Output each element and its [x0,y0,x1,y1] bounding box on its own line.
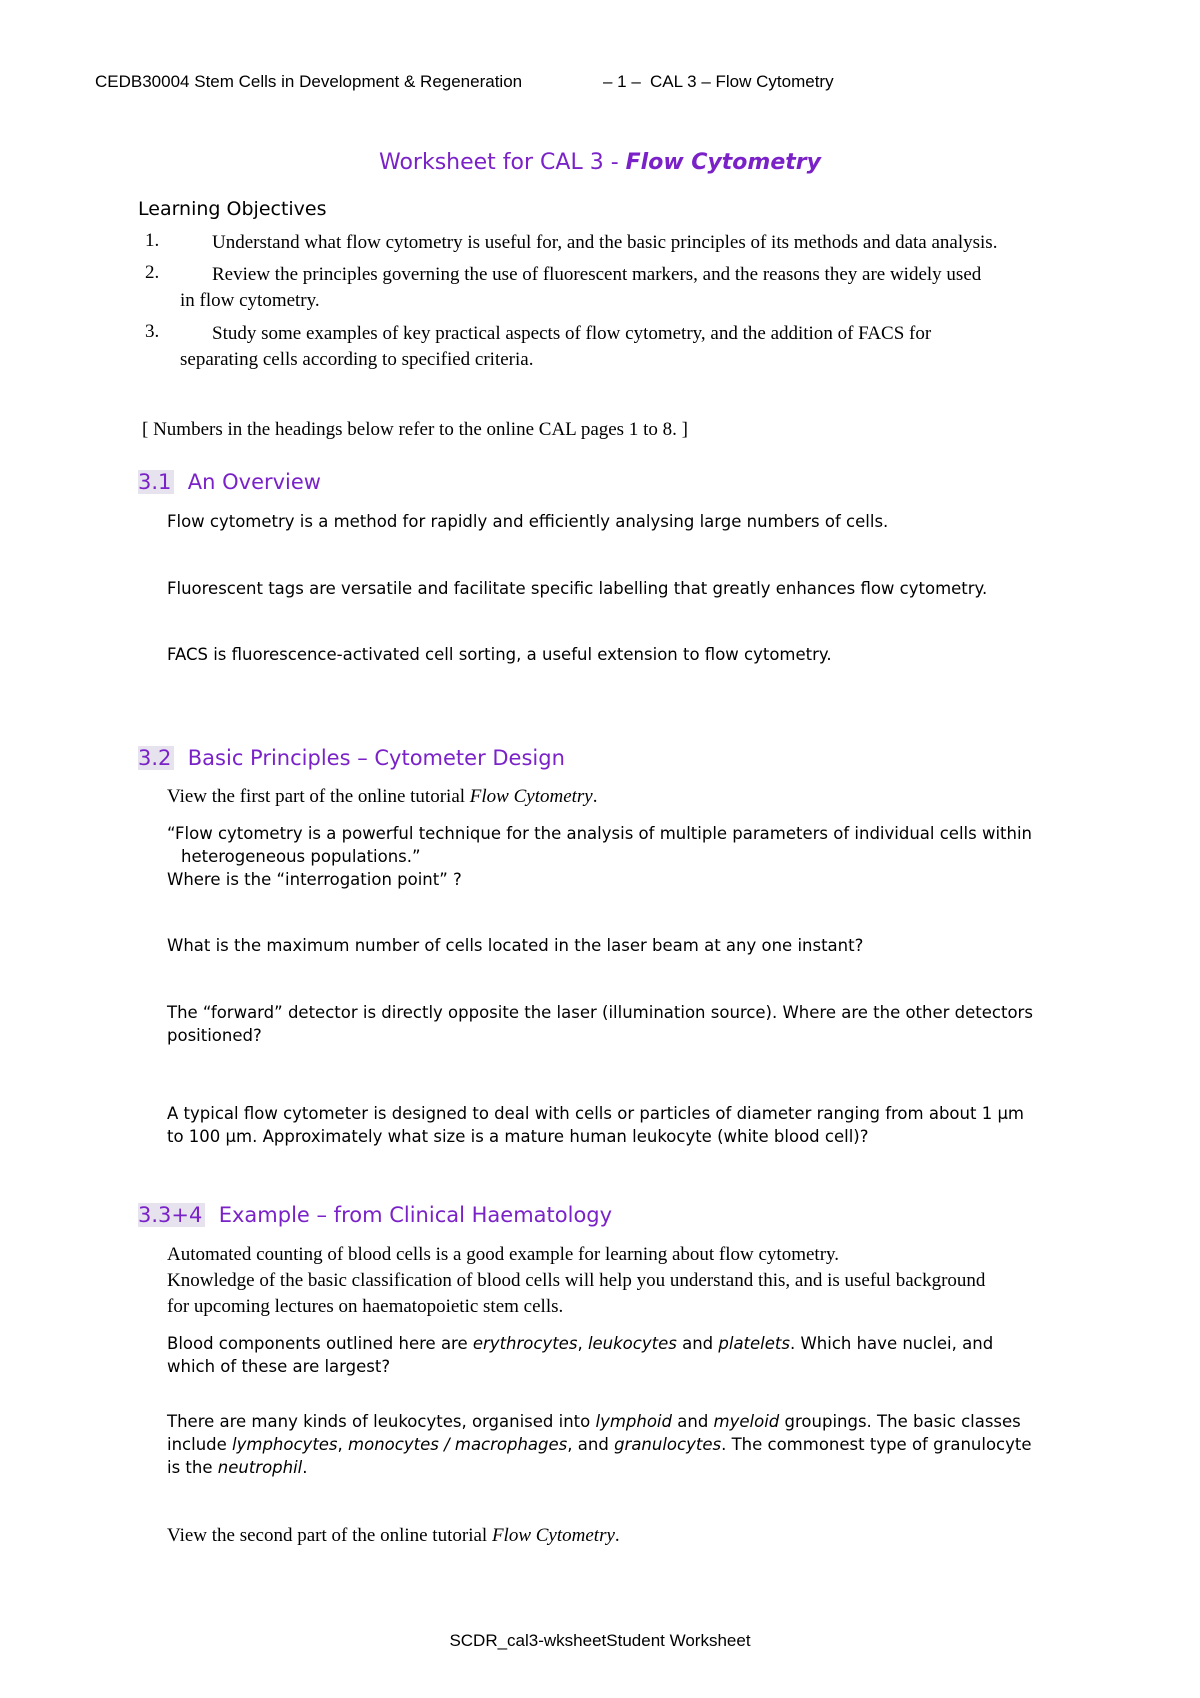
title-main: Worksheet for CAL 3 - [379,150,626,175]
objective-number: 3. [145,321,160,342]
text: . [302,1458,308,1477]
running-header-course: CEDB30004 Stem Cells in Development & Regeneration [95,72,523,91]
question-line: to 100 µm. Approximately what size is a mature human leukocyte (white blood cell)? [167,1127,869,1146]
term-lymphoid: lymphoid [595,1412,672,1431]
instruction-text: View the first part of the online tutorial [167,786,470,807]
page-footer: SCDR_cal3-wksheetStudent Worksheet [449,1631,751,1650]
text: and [672,1412,714,1431]
running-header-page: – 1 – [603,72,641,91]
overview-p3: FACS is fluorescence-activated cell sorting, a useful extension to flow cytometry. [167,645,832,664]
objective-number: 1. [145,230,160,251]
tutorial-instruction [167,786,1147,808]
objective-text-cont: separating cells according to specified criteria. [180,349,534,370]
instruction-text: View the second part of the online tutorial [167,1525,492,1546]
leukocyte-classes [167,1410,1147,1479]
tutorial-title: Flow Cytometry [469,786,593,807]
section-number: 3.1 [138,470,174,494]
overview-p1: Flow cytometry is a method for rapidly and efficiently analysing large numbers of cells. [167,512,889,531]
text: groupings. The basic classes [779,1412,1021,1431]
question-leukocyte-size [167,1102,1147,1148]
title-emphasis: Flow Cytometry [625,150,821,175]
page-title [0,150,1200,175]
section-heading-3-2 [138,746,565,770]
tutorial-instruction-2 [167,1525,1147,1547]
text: . The commonest type of granulocyte [721,1435,1032,1454]
term-neutrophil: neutrophil [217,1458,303,1477]
section-number: 3.2 [138,746,174,770]
objective-text-cont: in flow cytometry. [180,290,320,311]
text: , and [567,1435,615,1454]
objective-text: Study some examples of key practical aspects of flow cytometry, and the addition of FACS for [212,323,932,344]
objectives-heading: Learning Objectives [138,198,327,220]
text: Blood components outlined here are [167,1334,473,1353]
objective-text: Understand what flow cytometry is useful for, and the basic principles of its methods and data analysis. [212,232,998,253]
section-heading-3-3-4 [138,1203,612,1227]
text: , [577,1334,588,1353]
question-interrogation-point: Where is the “interrogation point” ? [167,870,462,889]
term-lymphocytes: lymphocytes [232,1435,338,1454]
objective-text: Review the principles governing the use of fluorescent markers, and the reasons they are widely used [212,264,982,285]
text: is the [167,1458,218,1477]
term-leukocytes: leukocytes [587,1334,677,1353]
section-title: An Overview [187,470,321,494]
question-line: A typical flow cytometer is designed to deal with cells or particles of diameter ranging from about 1 µm [167,1104,1025,1123]
section-heading-3-1 [138,470,321,494]
text: include [167,1435,233,1454]
text: , [337,1435,349,1454]
term-platelets: platelets [718,1334,790,1353]
question-line: The “forward” detector is directly opposite the laser (illumination source). Where are the other detectors [167,1003,1033,1022]
objective-item [145,321,1145,373]
objective-number: 2. [145,262,160,283]
objective-item [145,262,1145,314]
text: and [676,1334,719,1353]
question-max-cells: What is the maximum number of cells located in the laser beam at any one instant? [167,936,864,955]
quote-line-2: heterogeneous populations.” [181,847,421,866]
text: . Which have nuclei, and [789,1334,994,1353]
pages-note: [ Numbers in the headings below refer to the online CAL pages 1 to 8. ] [142,419,688,440]
intro-line: Knowledge of the basic classification of blood cells will help you understand this, and is useful background [167,1270,986,1291]
haematology-intro [167,1242,1147,1320]
term-granulocytes: granulocytes [614,1435,722,1454]
section-title: Basic Principles – Cytometer Design [187,746,565,770]
question-line: which of these are largest? [167,1357,391,1376]
running-header-topic: CAL 3 – Flow Cytometry [650,72,834,91]
question-detectors [167,1001,1147,1047]
intro-line: for upcoming lectures on haematopoietic stem cells. [167,1296,564,1317]
term-myeloid: myeloid [713,1412,780,1431]
section-number: 3.3+4 [138,1203,205,1227]
definition-quote [167,822,1147,891]
term-erythrocytes: erythrocytes [472,1334,578,1353]
question-blood-components [167,1332,1147,1378]
objective-item [145,230,1145,256]
quote-line-1: “Flow cytometry is a powerful technique for the analysis of multiple parameters of individual cells within [167,824,1033,843]
instruction-end: . [614,1525,620,1546]
instruction-end: . [592,786,598,807]
text: There are many kinds of leukocytes, organised into [167,1412,596,1431]
question-line: positioned? [167,1026,262,1045]
overview-p2: Fluorescent tags are versatile and facilitate specific labelling that greatly enhances flow cytometry. [167,579,988,598]
term-monocytes: monocytes / macrophages [348,1435,568,1454]
section-title: Example – from Clinical Haematology [218,1203,613,1227]
tutorial-title: Flow Cytometry [491,1525,615,1546]
intro-line: Automated counting of blood cells is a good example for learning about flow cytometry. [167,1244,840,1265]
